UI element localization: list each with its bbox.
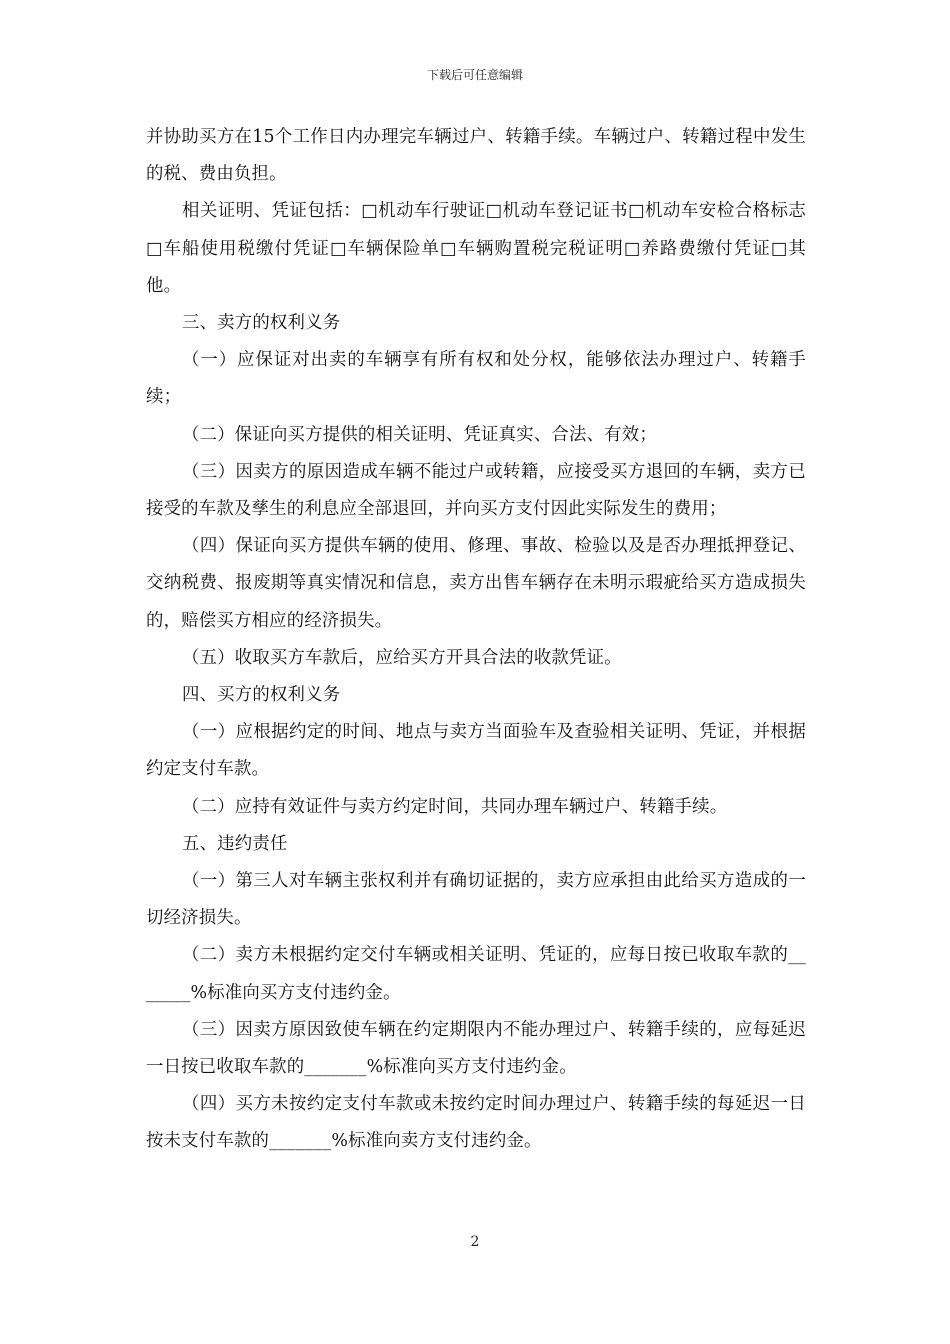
paragraph-breach-4: （四）买方未按约定支付车款或未按约定时间办理过户、转籍手续的每延迟一日按未支付车款的_______%标准向卖方支付违约金。: [146, 1094, 806, 1152]
paragraph-seller-1: （一）应保证对出卖的车辆享有所有权和处分权，能够依法办理过户、转籍手续；: [146, 350, 806, 408]
paragraph-seller-5: （五）收取买方车款后，应给买方开具合法的收款凭证。: [182, 647, 622, 668]
paragraph-buyer-2: （二）应持有效证件与卖方约定时间，共同办理车辆过户、转籍手续。: [182, 796, 728, 817]
page-number: 2: [470, 1234, 480, 1250]
section-heading-seller-rights: 三、卖方的权利义务: [182, 313, 341, 334]
paragraph-seller-2: （二）保证向买方提供的相关证明、凭证真实、合法、有效；: [182, 424, 657, 445]
document-body: [146, 119, 806, 1161]
section-heading-buyer-rights: 四、买方的权利义务: [182, 685, 341, 706]
paragraph-seller-4: （四）保证向买方提供车辆的使用、修理、事故、检验以及是否办理抵押登记、交纳税费、报废期等真实情况和信息，卖方出售车辆存在未明示瑕疵给买方造成损失的，赔偿买方相应的经济损失。: [146, 536, 806, 631]
paragraph-transfer-assist: 并协助买方在15个工作日内办理完车辆过户、转籍手续。车辆过户、转籍过程中发生的税、费由负担。: [146, 127, 806, 185]
paragraph-breach-3: （三）因卖方原因致使车辆在约定期限内不能办理过户、转籍手续的，应每延迟一日按已收取车款的_______%标准向买方支付违约金。: [146, 1019, 806, 1078]
paragraph-breach-1: （一）第三人对车辆主张权利并有确切证据的，卖方应承担由此给买方造成的一切经济损失。: [146, 871, 806, 929]
paragraph-related-documents: 相关证明、凭证包括：□机动车行驶证□机动车登记证书□机动车安检合格标志□车船使用税缴付凭证□车辆保险单□车辆购置税完税证明□养路费缴付凭证□其他。: [146, 201, 806, 296]
paragraph-breach-2: （二）卖方未根据约定交付车辆或相关证明、凭证的，应每日按已收取车款的_______%标准向买方支付违约金。: [146, 945, 806, 1003]
paragraph-buyer-1: （一）应根据约定的时间、地点与卖方当面验车及查验相关证明、凭证，并根据约定支付车款。: [146, 722, 806, 780]
section-heading-breach: 五、违约责任: [182, 833, 288, 854]
paragraph-seller-3: （三）因卖方的原因造成车辆不能过户或转籍，应接受买方退回的车辆，卖方已接受的车款及孳生的利息应全部退回，并向买方支付因此实际发生的费用；: [146, 461, 806, 520]
page-header: 下载后可任意编辑: [426, 68, 523, 82]
